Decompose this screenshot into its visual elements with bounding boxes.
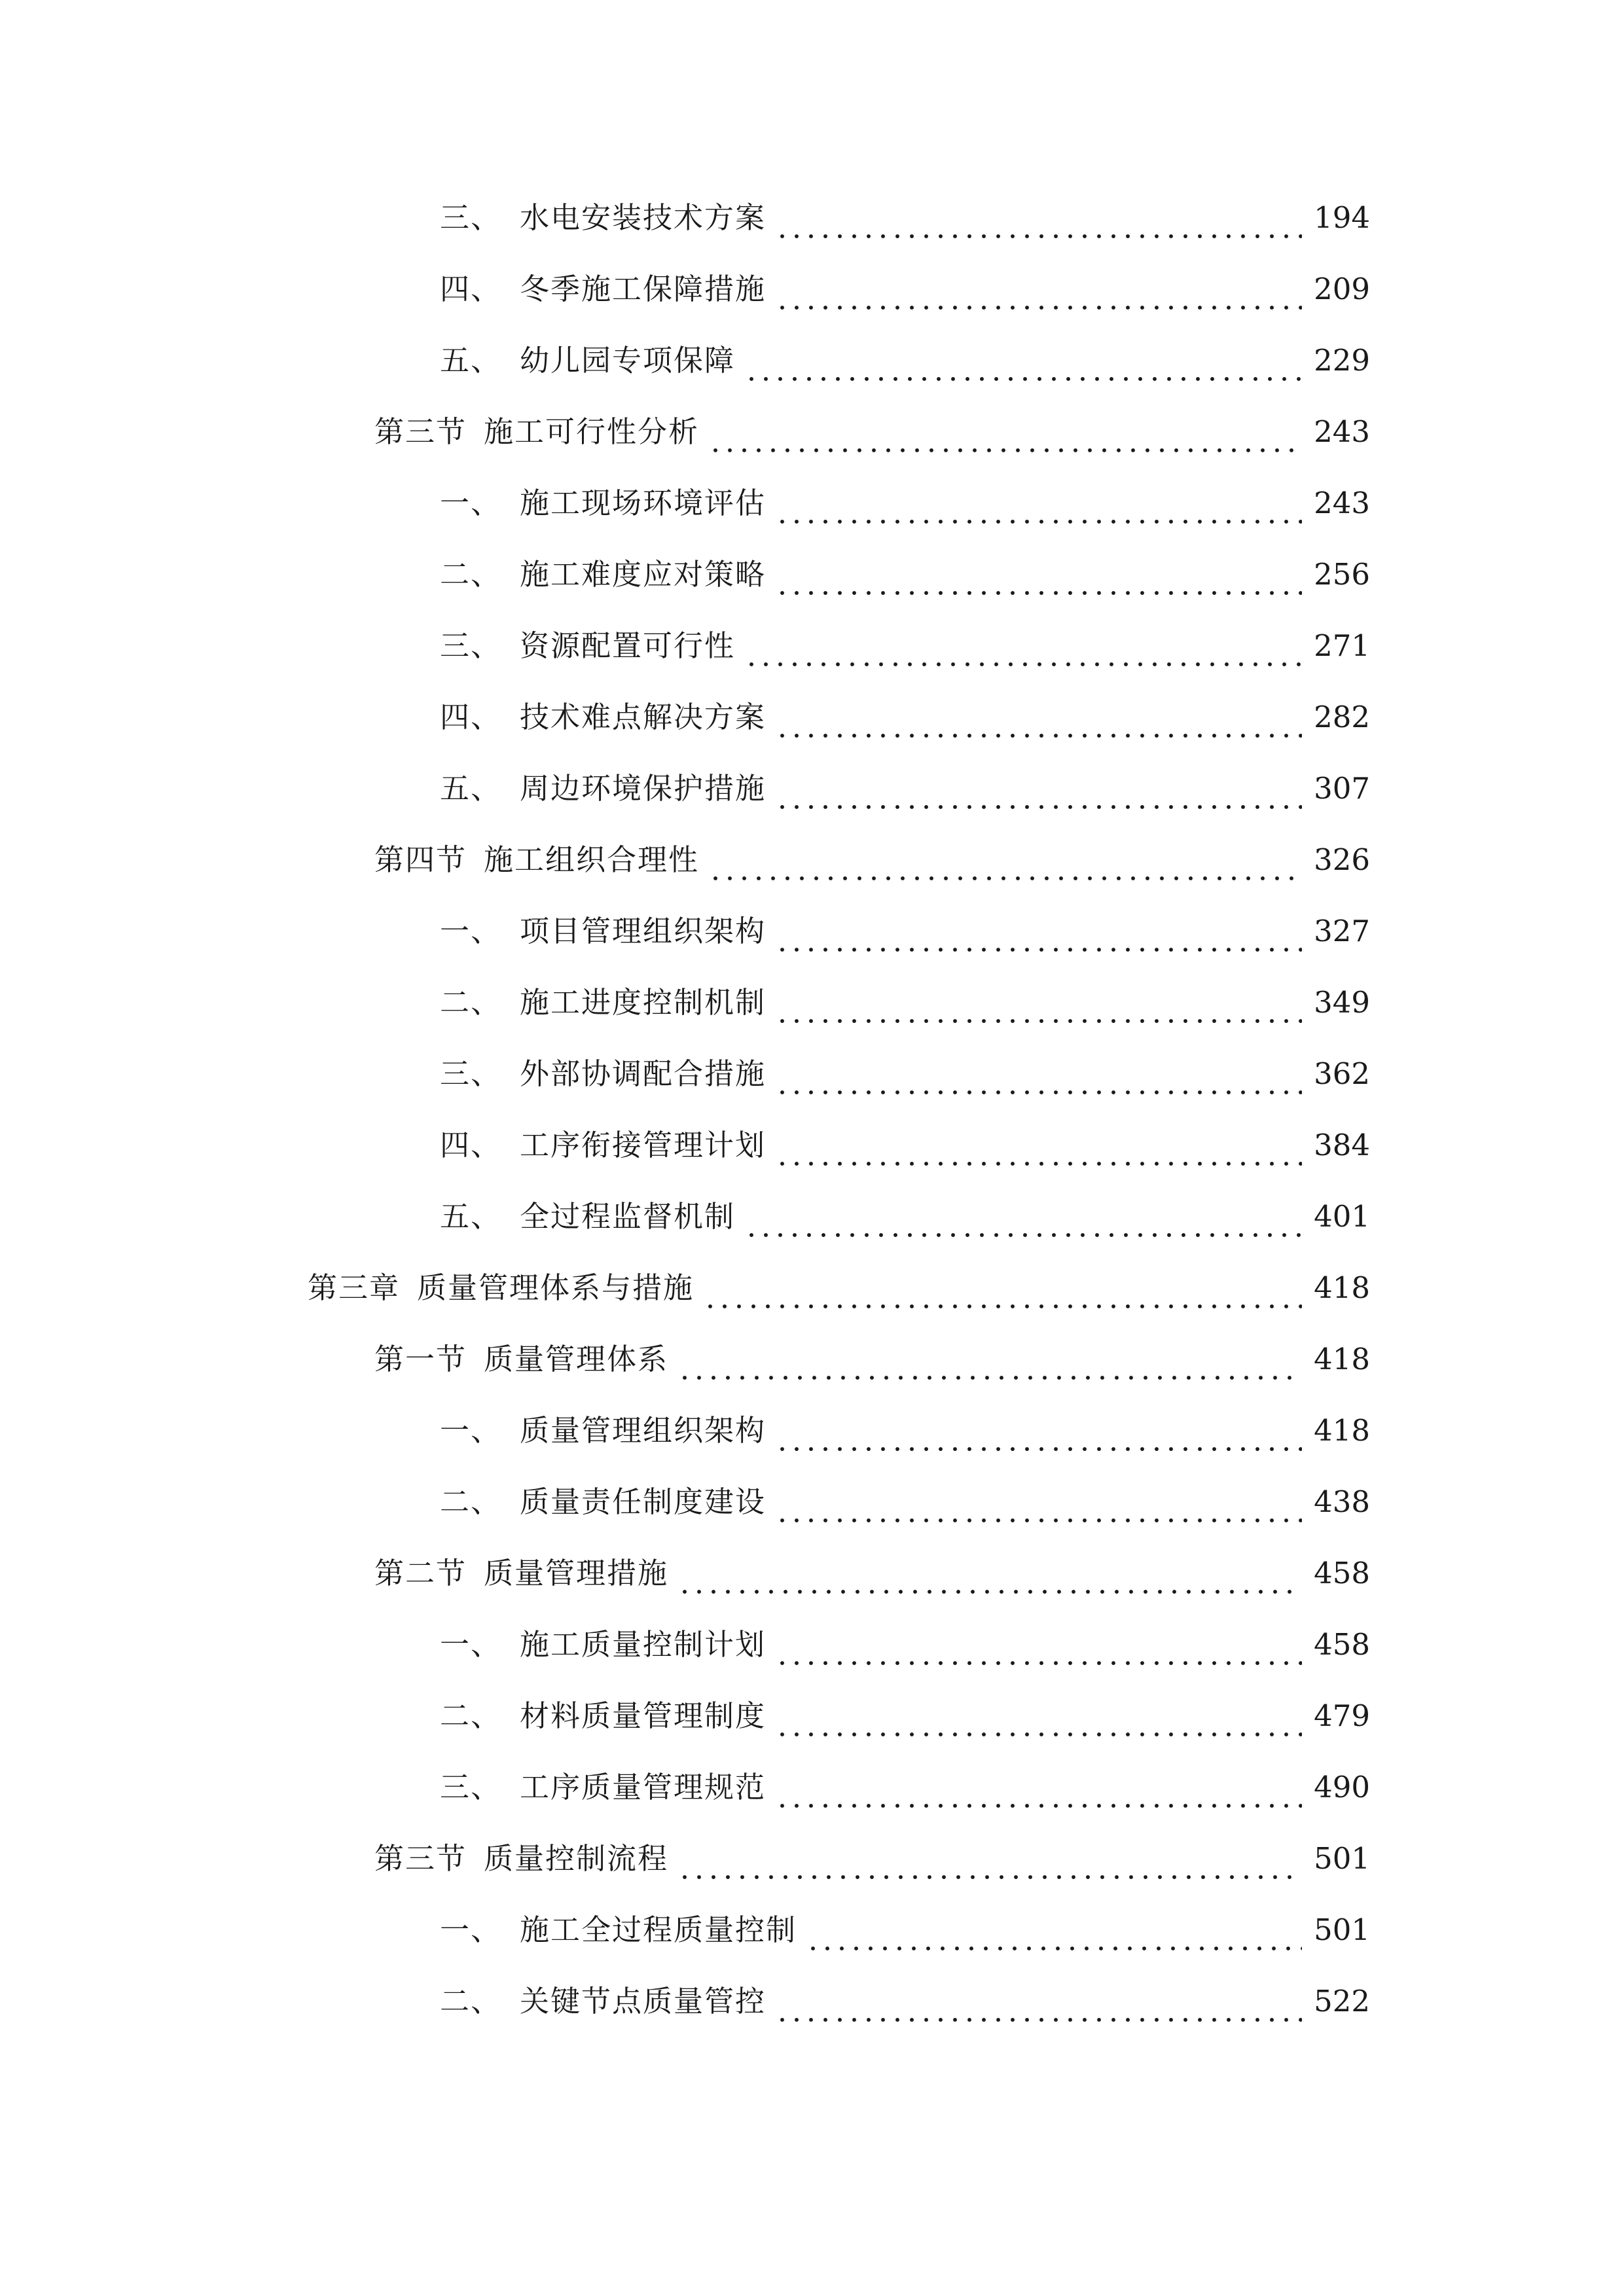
toc-entry-page: 362 [1314, 1056, 1370, 1091]
toc-entry-title: 技术难点解决方案 [520, 700, 767, 734]
dot-leader [775, 1758, 1302, 1817]
toc-entry-number: 第二节 [374, 1556, 467, 1590]
toc-entry[interactable] [440, 973, 1370, 1032]
toc-entry[interactable] [374, 831, 1370, 889]
toc-entry-number: 四、 [440, 1128, 502, 1162]
dot-leader [677, 1829, 1302, 1888]
toc-entry[interactable] [440, 1901, 1370, 1960]
toc-entry-page: 401 [1314, 1199, 1370, 1234]
toc-entry-number: 第三章 [308, 1270, 401, 1305]
toc-entry-number: 五、 [440, 343, 502, 378]
toc-entry-number: 一、 [440, 914, 502, 948]
dot-leader [775, 1116, 1302, 1175]
dot-leader [806, 1901, 1302, 1960]
toc-entry-number: 三、 [440, 628, 502, 663]
toc-entry[interactable] [440, 1187, 1370, 1246]
toc-entry-page: 479 [1314, 1698, 1370, 1733]
toc-entry-page: 256 [1314, 557, 1370, 592]
dot-leader [775, 759, 1302, 818]
dot-leader [708, 403, 1302, 461]
toc-entry-number: 一、 [440, 1912, 502, 1947]
dot-leader [775, 1045, 1302, 1103]
toc-entry-number: 三、 [440, 1056, 502, 1091]
toc-entry-title: 质量责任制度建设 [520, 1484, 767, 1519]
dot-leader [775, 902, 1302, 961]
toc-entry-number: 二、 [440, 1984, 502, 2018]
toc-entry[interactable] [440, 545, 1370, 604]
toc-entry[interactable] [374, 1829, 1370, 1888]
dot-leader [775, 545, 1302, 604]
toc-entry-title: 质量管理组织架构 [520, 1413, 767, 1448]
toc-entry-title: 施工可行性分析 [484, 414, 700, 449]
toc-entry[interactable] [440, 1045, 1370, 1103]
toc-entry-title: 施工组织合理性 [484, 842, 700, 877]
toc-entry-page: 418 [1314, 1270, 1370, 1305]
toc-entry-page: 209 [1314, 272, 1370, 306]
toc-entry-page: 326 [1314, 842, 1370, 877]
toc-entry-title: 冬季施工保障措施 [520, 272, 767, 306]
dot-leader [775, 688, 1302, 747]
dot-leader [775, 1615, 1302, 1674]
toc-entry[interactable] [440, 1401, 1370, 1460]
toc-entry-title: 项目管理组织架构 [520, 914, 767, 948]
dot-leader [775, 1687, 1302, 1746]
toc-entry[interactable] [440, 617, 1370, 675]
toc-entry-number: 一、 [440, 1413, 502, 1448]
toc-entry-page: 229 [1314, 343, 1370, 378]
toc-entry-number: 二、 [440, 985, 502, 1020]
toc-entry-number: 四、 [440, 272, 502, 306]
toc-entry-page: 501 [1314, 1841, 1370, 1876]
toc-entry[interactable] [374, 403, 1370, 461]
dot-leader [775, 188, 1302, 247]
toc-entry[interactable] [440, 759, 1370, 818]
dot-leader [744, 331, 1302, 390]
toc-entry-number: 第四节 [374, 842, 467, 877]
toc-entry[interactable] [440, 188, 1370, 247]
toc-entry-title: 资源配置可行性 [520, 628, 736, 663]
toc-entry-number: 第一节 [374, 1342, 467, 1376]
toc-entry-page: 458 [1314, 1627, 1370, 1662]
dot-leader [677, 1330, 1302, 1389]
toc-entry-page: 327 [1314, 914, 1370, 948]
toc-entry-title: 材料质量管理制度 [520, 1698, 767, 1733]
dot-leader [708, 831, 1302, 889]
dot-leader [775, 1473, 1302, 1532]
toc-entry[interactable] [374, 1544, 1370, 1603]
toc-entry-page: 194 [1314, 200, 1370, 235]
toc-entry-title: 施工进度控制机制 [520, 985, 767, 1020]
toc-entry-title: 水电安装技术方案 [520, 200, 767, 235]
toc-entry-page: 438 [1314, 1484, 1370, 1519]
toc-entry-number: 四、 [440, 700, 502, 734]
toc-entry[interactable] [308, 1259, 1370, 1318]
toc-entry[interactable] [440, 902, 1370, 961]
toc-entry-page: 458 [1314, 1556, 1370, 1590]
dot-leader [775, 1972, 1302, 2031]
toc-entry-title: 质量管理措施 [484, 1556, 669, 1590]
toc-entry[interactable] [440, 1972, 1370, 2031]
dot-leader [775, 260, 1302, 319]
toc-entry-page: 349 [1314, 985, 1370, 1020]
toc-entry-page: 243 [1314, 486, 1370, 520]
toc-entry-title: 施工难度应对策略 [520, 557, 767, 592]
toc-entry[interactable] [440, 1615, 1370, 1674]
dot-leader [744, 617, 1302, 675]
dot-leader [744, 1187, 1302, 1246]
toc-entry-number: 二、 [440, 1698, 502, 1733]
toc-entry-page: 243 [1314, 414, 1370, 449]
toc-entry-number: 三、 [440, 1770, 502, 1804]
toc-entry[interactable] [440, 1473, 1370, 1532]
toc-entry-number: 第三节 [374, 414, 467, 449]
toc-entry-title: 工序衔接管理计划 [520, 1128, 767, 1162]
toc-entry-number: 三、 [440, 200, 502, 235]
toc-entry-number: 二、 [440, 1484, 502, 1519]
toc-entry-title: 幼儿园专项保障 [520, 343, 736, 378]
toc-entry-page: 418 [1314, 1342, 1370, 1376]
dot-leader [677, 1544, 1302, 1603]
toc-entry-number: 二、 [440, 557, 502, 592]
toc-entry-title: 施工质量控制计划 [520, 1627, 767, 1662]
toc-entry-number: 五、 [440, 771, 502, 806]
toc-entry-page: 501 [1314, 1912, 1370, 1947]
toc-entry-number: 五、 [440, 1199, 502, 1234]
toc-entry-page: 418 [1314, 1413, 1370, 1448]
toc-entry-number: 一、 [440, 486, 502, 520]
toc-entry[interactable] [440, 474, 1370, 533]
toc-entry-page: 307 [1314, 771, 1370, 806]
toc-entry-page: 384 [1314, 1128, 1370, 1162]
toc-entry-number: 一、 [440, 1627, 502, 1662]
toc-entry-title: 质量管理体系 [484, 1342, 669, 1376]
toc-entry-title: 全过程监督机制 [520, 1199, 736, 1234]
dot-leader [775, 973, 1302, 1032]
dot-leader [775, 474, 1302, 533]
toc-entry-title: 工序质量管理规范 [520, 1770, 767, 1804]
toc-entry[interactable] [440, 1116, 1370, 1175]
toc-entry-title: 关键节点质量管控 [520, 1984, 767, 2018]
toc-entry-page: 490 [1314, 1770, 1370, 1804]
toc-entry-title: 外部协调配合措施 [520, 1056, 767, 1091]
dot-leader [703, 1259, 1302, 1318]
toc-entry[interactable] [440, 260, 1370, 319]
toc-entry[interactable] [440, 1687, 1370, 1746]
toc-entry[interactable] [440, 688, 1370, 747]
toc-entry[interactable] [440, 331, 1370, 390]
toc-entry-page: 282 [1314, 700, 1370, 734]
toc-entry-title: 施工全过程质量控制 [520, 1912, 797, 1947]
toc-entry-title: 质量管理体系与措施 [417, 1270, 695, 1305]
toc-entry[interactable] [374, 1330, 1370, 1389]
dot-leader [775, 1401, 1302, 1460]
toc-entry-page: 522 [1314, 1984, 1370, 2018]
toc-entry-page: 271 [1314, 628, 1370, 663]
toc-entry-title: 质量控制流程 [484, 1841, 669, 1876]
toc-entry-title: 施工现场环境评估 [520, 486, 767, 520]
toc-entry-number: 第三节 [374, 1841, 467, 1876]
toc-entry-title: 周边环境保护措施 [520, 771, 767, 806]
toc-entry[interactable] [440, 1758, 1370, 1817]
